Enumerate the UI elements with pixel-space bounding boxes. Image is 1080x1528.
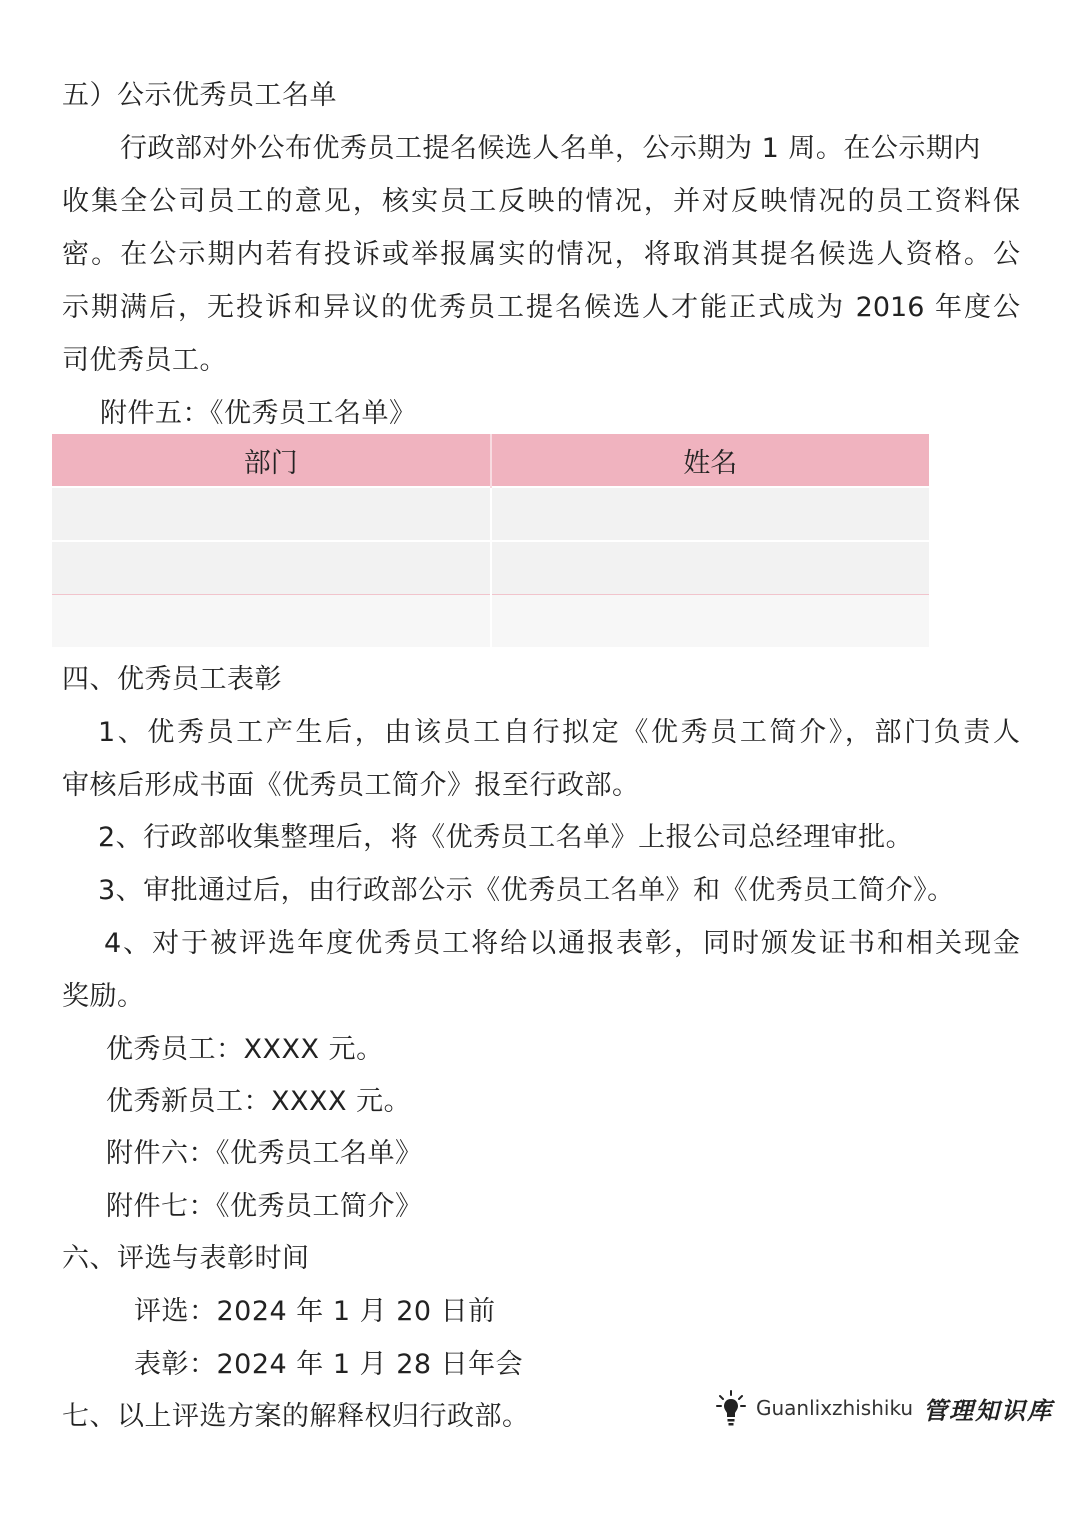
table-header-row [52, 434, 929, 487]
section-4-line: 审核后形成书面《优秀员工简介》报至行政部。 [62, 770, 640, 801]
paragraph-line: 行政部对外公布优秀员工提名候选人名单，公示期为 1 周。在公示期内 [120, 133, 981, 164]
award-amount-excellent: 优秀员工：XXXX 元。 [106, 1034, 384, 1065]
section-4-line: 4、对于被评选年度优秀员工将给以通报表彰，同时颁发证书和相关现金 [104, 928, 1020, 959]
table-row [52, 595, 929, 648]
table-row [52, 487, 929, 541]
table-row [52, 541, 929, 595]
table-cell [491, 541, 930, 595]
section-6-heading: 六、评选与表彰时间 [62, 1243, 310, 1274]
commendation-date: 表彰：2024 年 1 月 28 日年会 [134, 1349, 524, 1380]
paragraph-line: 收集全公司员工的意见，核实员工反映的情况，并对反映情况的员工资料保 [62, 186, 1020, 217]
logo-text-en: Guanlixzhishiku [756, 1396, 914, 1420]
section-4-line: 3、审批通过后，由行政部公示《优秀员工名单》和《优秀员工简介》。 [98, 875, 955, 906]
brand-logo [716, 1388, 1053, 1428]
logo-text-cn: 管理知识库 [923, 1396, 1054, 1425]
section-4-line: 2、行政部收集整理后，将《优秀员工名单》上报公司总经理审批。 [98, 822, 914, 853]
table-cell [52, 487, 491, 541]
section-5-sub-heading: 五）公示优秀员工名单 [62, 80, 337, 111]
paragraph-line: 密。在公示期内若有投诉或举报属实的情况，将取消其提名候选人资格。公 [62, 239, 1020, 270]
header-department: 部门 [52, 434, 491, 487]
table-cell [52, 595, 491, 648]
paragraph-line: 示期满后，无投诉和异议的优秀员工提名候选人才能正式成为 2016 年度公 [62, 292, 1020, 323]
section-4-line: 1、优秀员工产生后，由该员工自行拟定《优秀员工简介》，部门负责人 [98, 717, 1020, 748]
header-name: 姓名 [491, 434, 930, 487]
excellent-staff-table [52, 434, 929, 647]
section-4-heading: 四、优秀员工表彰 [62, 664, 282, 695]
award-amount-new-staff: 优秀新员工：XXXX 元。 [106, 1086, 412, 1117]
section-4-line: 奖励。 [62, 981, 145, 1012]
lightbulb-icon [716, 1390, 746, 1426]
section-7-heading: 七、以上评选方案的解释权归行政部。 [62, 1401, 530, 1432]
paragraph-line: 司优秀员工。 [62, 345, 227, 376]
table-cell [491, 487, 930, 541]
attachment-6: 附件六：《优秀员工名单》 [106, 1138, 423, 1169]
table-cell [52, 541, 491, 595]
table-cell [491, 595, 930, 648]
attachment-7: 附件七：《优秀员工简介》 [106, 1191, 423, 1222]
attachment-5: 附件五：《优秀员工名单》 [100, 398, 417, 429]
selection-date: 评选：2024 年 1 月 20 日前 [134, 1296, 496, 1327]
